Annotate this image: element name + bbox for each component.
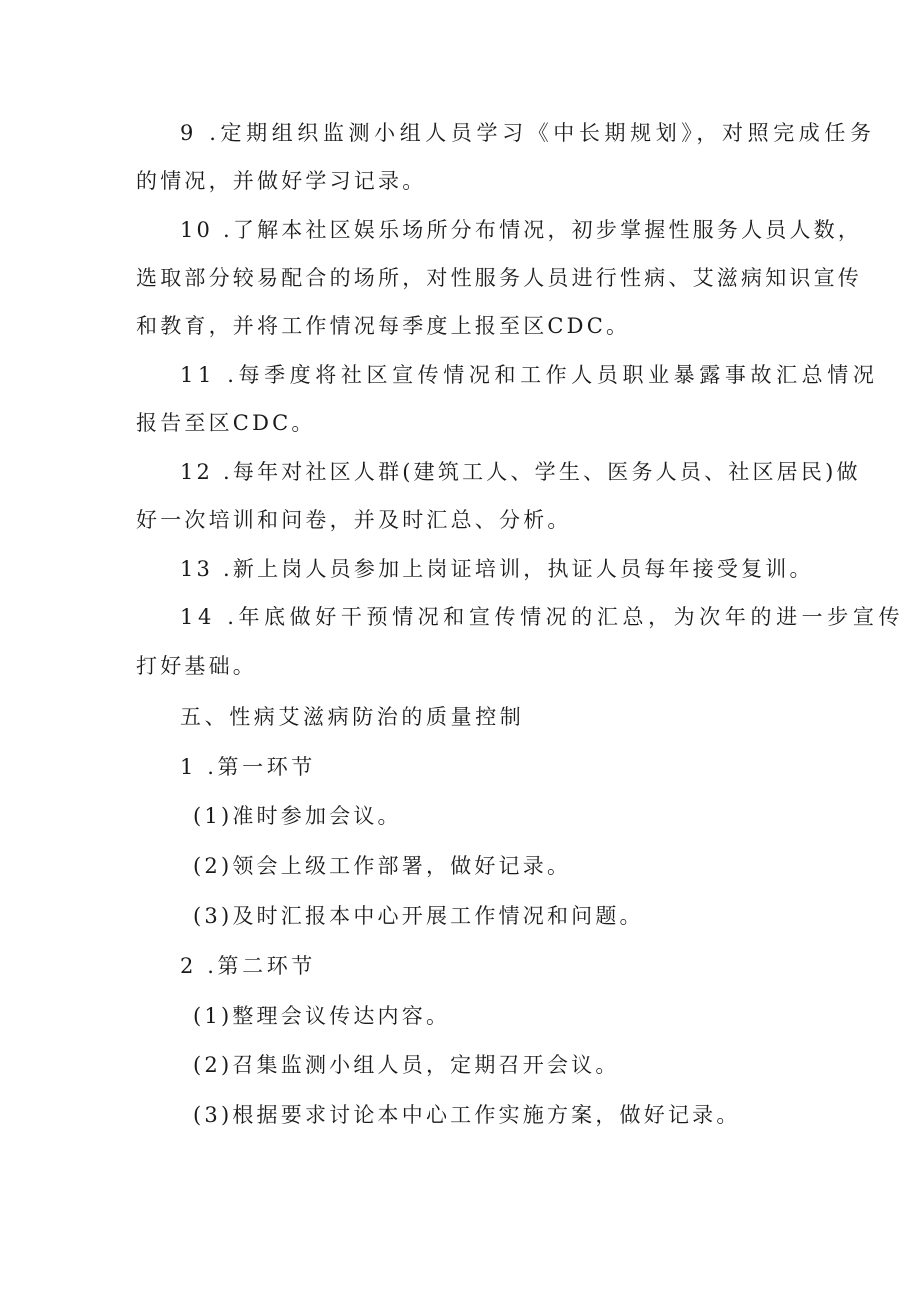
stage-1-item-2: (2)领会上级工作部署，做好记录。: [193, 854, 572, 878]
item-14-line-1: 14 .年底做好干预情况和宣传情况的汇总，为次年的进一步宣传: [180, 605, 905, 629]
item-10-line-1: 10 .了解本社区娱乐场所分布情况，初步掌握性服务人员人数，: [180, 218, 863, 242]
item-10-line-3: 和教育，并将工作情况每季度上报至区CDC。: [136, 314, 631, 338]
item-9-line-2: 的情况，并做好学习记录。: [136, 169, 427, 193]
stage-2-item-3: (3)根据要求讨论本中心工作实施方案，做好记录。: [193, 1103, 741, 1127]
stage-1-title: 1 .第一环节: [180, 755, 316, 779]
item-11-line-1: 11 .每季度将社区宣传情况和工作人员职业暴露事故汇总情况: [180, 363, 879, 387]
stage-1-item-3: (3)及时汇报本中心开展工作情况和问题。: [193, 904, 644, 928]
item-12-line-1: 12 .每年对社区人群(建筑工人、学生、医务人员、社区居民)做: [180, 460, 861, 484]
item-14-line-2: 打好基础。: [136, 654, 257, 678]
section-heading: 五、性病艾滋病防治的质量控制: [180, 705, 525, 729]
stage-1-item-1: (1)准时参加会议。: [193, 804, 402, 828]
item-10-line-2: 选取部分较易配合的场所，对性服务人员进行性病、艾滋病知识宣传: [136, 266, 862, 290]
stage-2-title: 2 .第二环节: [180, 954, 316, 978]
item-12-line-2: 好一次培训和问卷，并及时汇总、分析。: [136, 508, 572, 532]
item-13-line-1: 13 .新上岗人员参加上岗证培训，执证人员每年接受复训。: [180, 557, 814, 581]
stage-2-item-1: (1)整理会议传达内容。: [193, 1004, 451, 1028]
item-9-line-1: 9 .定期组织监测小组人员学习《中长期规划》，对照完成任务: [180, 121, 876, 145]
stage-2-item-2: (2)召集监测小组人员，定期召开会议。: [193, 1053, 620, 1077]
item-11-line-2: 报告至区CDC。: [136, 411, 316, 435]
